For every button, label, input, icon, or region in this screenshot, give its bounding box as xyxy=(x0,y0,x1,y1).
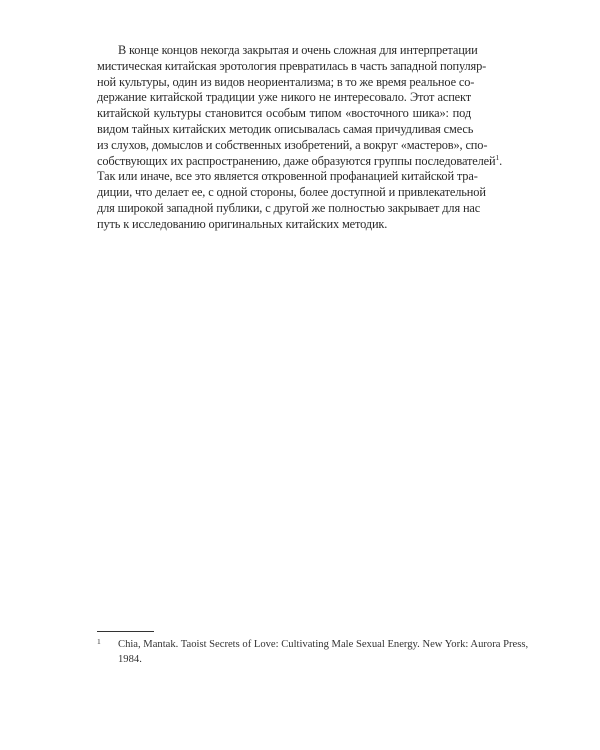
paragraph-line: для широкой западной публики, с другой же полностью закрывает для нас xyxy=(97,200,481,215)
paragraph-line: В конце концов некогда закрытая и очень сложная для интерпретации xyxy=(118,43,478,57)
paragraph-line: видом тайных китайских методик описывалась самая причудливая смесь xyxy=(97,121,474,136)
footnote-line: Chia, Mantak. Taoist Secrets of Love: Cultivating Male Sexual Energy. New York: Aurora Press, xyxy=(118,639,529,650)
footnote-separator xyxy=(97,631,154,632)
paragraph-line-with-footnote: собствующих их распространению, даже образуются группы последователей$^1$. xyxy=(97,152,503,168)
footnote-text xyxy=(97,637,529,668)
paragraph-line: держание китайской традиции уже никого не интересовало. Этот аспект xyxy=(97,90,471,105)
paragraph-line: ной культуры, один из видов неориентализма; в то же время реальное со- xyxy=(97,74,475,89)
main-paragraph xyxy=(97,43,503,233)
footnote-line: 1984. xyxy=(118,654,142,666)
paragraph-line: китайской культуры становится особым типом «восточного шика»: под xyxy=(97,106,471,121)
paragraph-line: из слухов, домыслов и собственных изобретений, а вокруг «мастеров», спо- xyxy=(97,137,488,152)
paragraph-line: путь к исследованию оригинальных китайских методик. xyxy=(97,216,388,231)
footnote-number: 1 xyxy=(97,637,101,646)
paragraph-line-text: собствующих их распространению, даже образуются группы последователей xyxy=(97,153,496,168)
footnote-reference[interactable]: 1 xyxy=(495,152,500,162)
paragraph-line: Так или иначе, все это является откровенной профанацией китайской тра- xyxy=(97,169,478,184)
paragraph-line: диции, что делает ее, с одной стороны, более доступной и привлекательной xyxy=(97,185,486,200)
footnote xyxy=(97,637,529,668)
paragraph-line: мистическая китайская эротология превратилась в часть западной популяр- xyxy=(97,58,487,73)
